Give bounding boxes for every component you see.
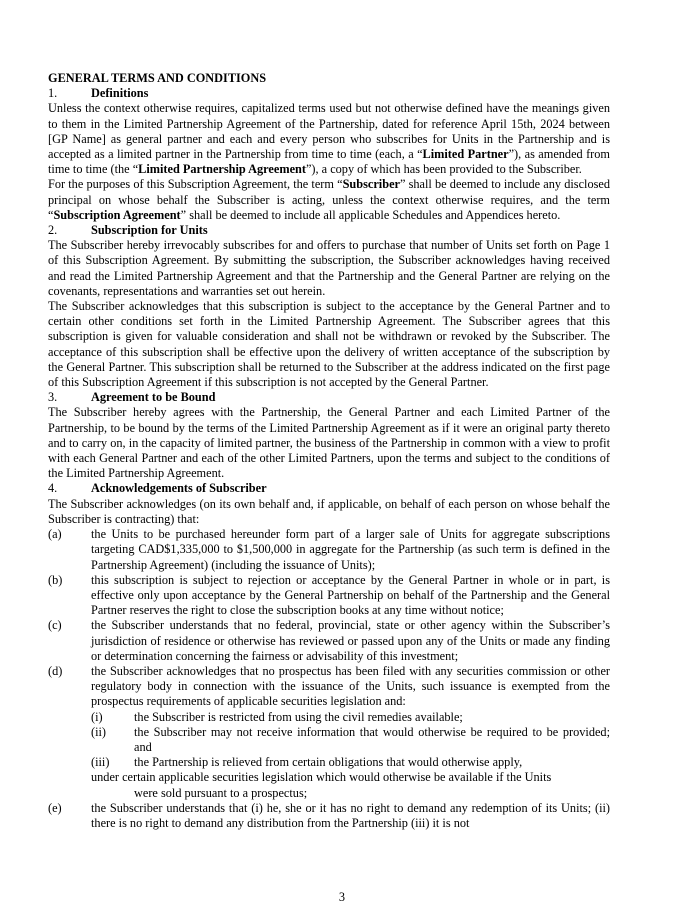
text-run: ” shall be deemed to include all applicable Schedules and Appendices hereto. bbox=[180, 207, 561, 222]
paragraph: The Subscriber acknowledges that this subscription is subject to the acceptance by the General Partner and to certain other conditions set forth in the Limited Partnership Agreement. The Subscriber agrees that this subscription is given for valuable consideration and shall not be withdrawn or revoked by the Subscriber. The acceptance of this subscription shall be effective upon the delivery of written acceptance of the subscription by the General Partner. This subscription shall be returned to the Subscriber at the address indicated on the first page of this Subscription Agreement if this subscription is not accepted by the General Partner. bbox=[48, 299, 610, 390]
text-run: For the purposes of this Subscription Agreement, the term “ bbox=[48, 177, 343, 192]
item-label: (d) bbox=[48, 663, 63, 678]
document-page bbox=[48, 71, 610, 831]
continuation-first-line: under certain applicable securities legislation which would otherwise be available if the Units bbox=[91, 770, 552, 785]
item-label: (a) bbox=[48, 527, 62, 542]
item-text: this subscription is subject to rejection or acceptance by the General Partner in whole or in part, is effective only upon acceptance by the General Partnership on behalf of the Partnership and the General Partner reserves the right to close the subscription books at any time without notice; bbox=[91, 572, 610, 618]
subitem-text: the Subscriber is restricted from using the civil remedies available; bbox=[134, 709, 463, 724]
paragraph: The Subscriber hereby irrevocably subscribes for and offers to purchase that number of Units set forth on Page 1 of this Subscription Agreement. By submitting the subscription, the Subscriber acknowledges having received and read the Limited Partnership Agreement and that the Partnership and the General Partner are relying on the covenants, representations and warranties set out herein. bbox=[48, 238, 610, 298]
sub-list-item bbox=[91, 710, 610, 725]
subitem-text: the Subscriber may not receive information that would otherwise be required to be provided; and bbox=[134, 724, 610, 754]
text-run: ”), as amended from time to time (the “ bbox=[48, 147, 610, 177]
text-run: ” shall be deemed to include any disclosed principal on whose behalf the Subscriber is acting, unless the context otherwise requires, and the term “ bbox=[48, 177, 610, 222]
subitem-label: (ii) bbox=[91, 724, 107, 739]
section-heading-definitions bbox=[48, 86, 610, 101]
section-number: 3. bbox=[48, 390, 58, 405]
section-heading-subscription bbox=[48, 223, 610, 238]
subitem-label: (iii) bbox=[91, 755, 110, 770]
section-title: Acknowledgements of Subscriber bbox=[91, 481, 267, 496]
defined-term: Limited Partner bbox=[422, 147, 509, 162]
continuation-hanging-line: were sold pursuant to a prospectus; bbox=[134, 785, 308, 800]
page-number: 3 bbox=[338, 890, 346, 904]
defined-term: Limited Partnership Agreement bbox=[138, 162, 306, 177]
section-number: 2. bbox=[48, 223, 58, 238]
item-label: (e) bbox=[48, 800, 62, 815]
item-text: the Units to be purchased hereunder form part of a larger sale of Units for aggregate subscriptions targeting CAD$1,335,000 to $1,500,000 in aggregate for the Partnership (as such term is defined in the Partnership Agreement) (including the issuance of Units); bbox=[91, 527, 610, 572]
defined-term: Subscription Agreement bbox=[53, 207, 181, 222]
subitem-text: the Partnership is relieved from certain obligations that would otherwise apply, bbox=[134, 755, 523, 770]
item-text: the Subscriber understands that no federal, provincial, state or other agency within the Subscriber’s jurisdiction of residence or otherwise has reviewed or passed upon any of the Units or made any finding or determination concerning the fairness or advisability of this investment; bbox=[91, 618, 610, 663]
paragraph bbox=[48, 101, 610, 177]
section-heading-acknowledgements bbox=[48, 481, 610, 496]
text-run: ”), a copy of which has been provided to the Subscriber. bbox=[305, 162, 582, 177]
item-text: the Subscriber understands that (i) he, she or it has no right to demand any redemption of its Units; (ii) there is no right to demand any distribution from the Partnership (iii) it is not bbox=[91, 800, 610, 830]
sub-list-item bbox=[91, 725, 610, 755]
text-run: Unless the context otherwise requires, capitalized terms used but not otherwise defined have the meanings given to them in the Limited Partnership Agreement of the Partnership, dated for reference April 15th, 2024 between [GP Name] as general partner and each and every person who subscribes for Units in the Partnership and is accepted as a limited partner in the Partnership from time to time (each, a “ bbox=[48, 101, 610, 162]
paragraph: The Subscriber acknowledges (on its own behalf and, if applicable, on behalf of each person on whose behalf the Subscriber is contracting) that: bbox=[48, 496, 610, 526]
defined-term: Subscriber bbox=[342, 177, 400, 192]
list-item bbox=[48, 618, 610, 664]
list-item bbox=[48, 573, 610, 619]
sub-list-item bbox=[91, 755, 610, 770]
item-continuation bbox=[91, 770, 610, 800]
paragraph bbox=[48, 177, 610, 223]
section-number: 4. bbox=[48, 481, 58, 496]
document-title: GENERAL TERMS AND CONDITIONS bbox=[48, 71, 267, 85]
list-item bbox=[48, 664, 610, 801]
item-label: (c) bbox=[48, 618, 62, 633]
item-label: (b) bbox=[48, 572, 63, 587]
paragraph: The Subscriber hereby agrees with the Partnership, the General Partner and each Limited Partner of the Partnership, to be bound by the terms of the Limited Partnership Agreement as if it were an original party thereto and to carry on, in the capacity of limited partner, the business of the Partnership in common with a view to profit with each General Partner and each of the other Limited Partners, upon the terms and subject to the conditions of the Limited Partnership Agreement. bbox=[48, 405, 610, 481]
subitem-label: (i) bbox=[91, 709, 103, 724]
section-title: Agreement to be Bound bbox=[91, 390, 216, 405]
list-item bbox=[48, 527, 610, 573]
section-heading-agreement bbox=[48, 390, 610, 405]
list-item bbox=[48, 801, 610, 831]
item-body bbox=[91, 664, 610, 801]
section-title: Subscription for Units bbox=[91, 223, 208, 238]
section-title: Definitions bbox=[91, 86, 149, 101]
section-number: 1. bbox=[48, 86, 58, 101]
item-text: the Subscriber acknowledges that no prospectus has been filed with any securities commission or other regulatory body in connection with the issuance of the Units, such issuance is exempted from the prospectus requirements of applicable securities legislation and: bbox=[91, 663, 610, 709]
